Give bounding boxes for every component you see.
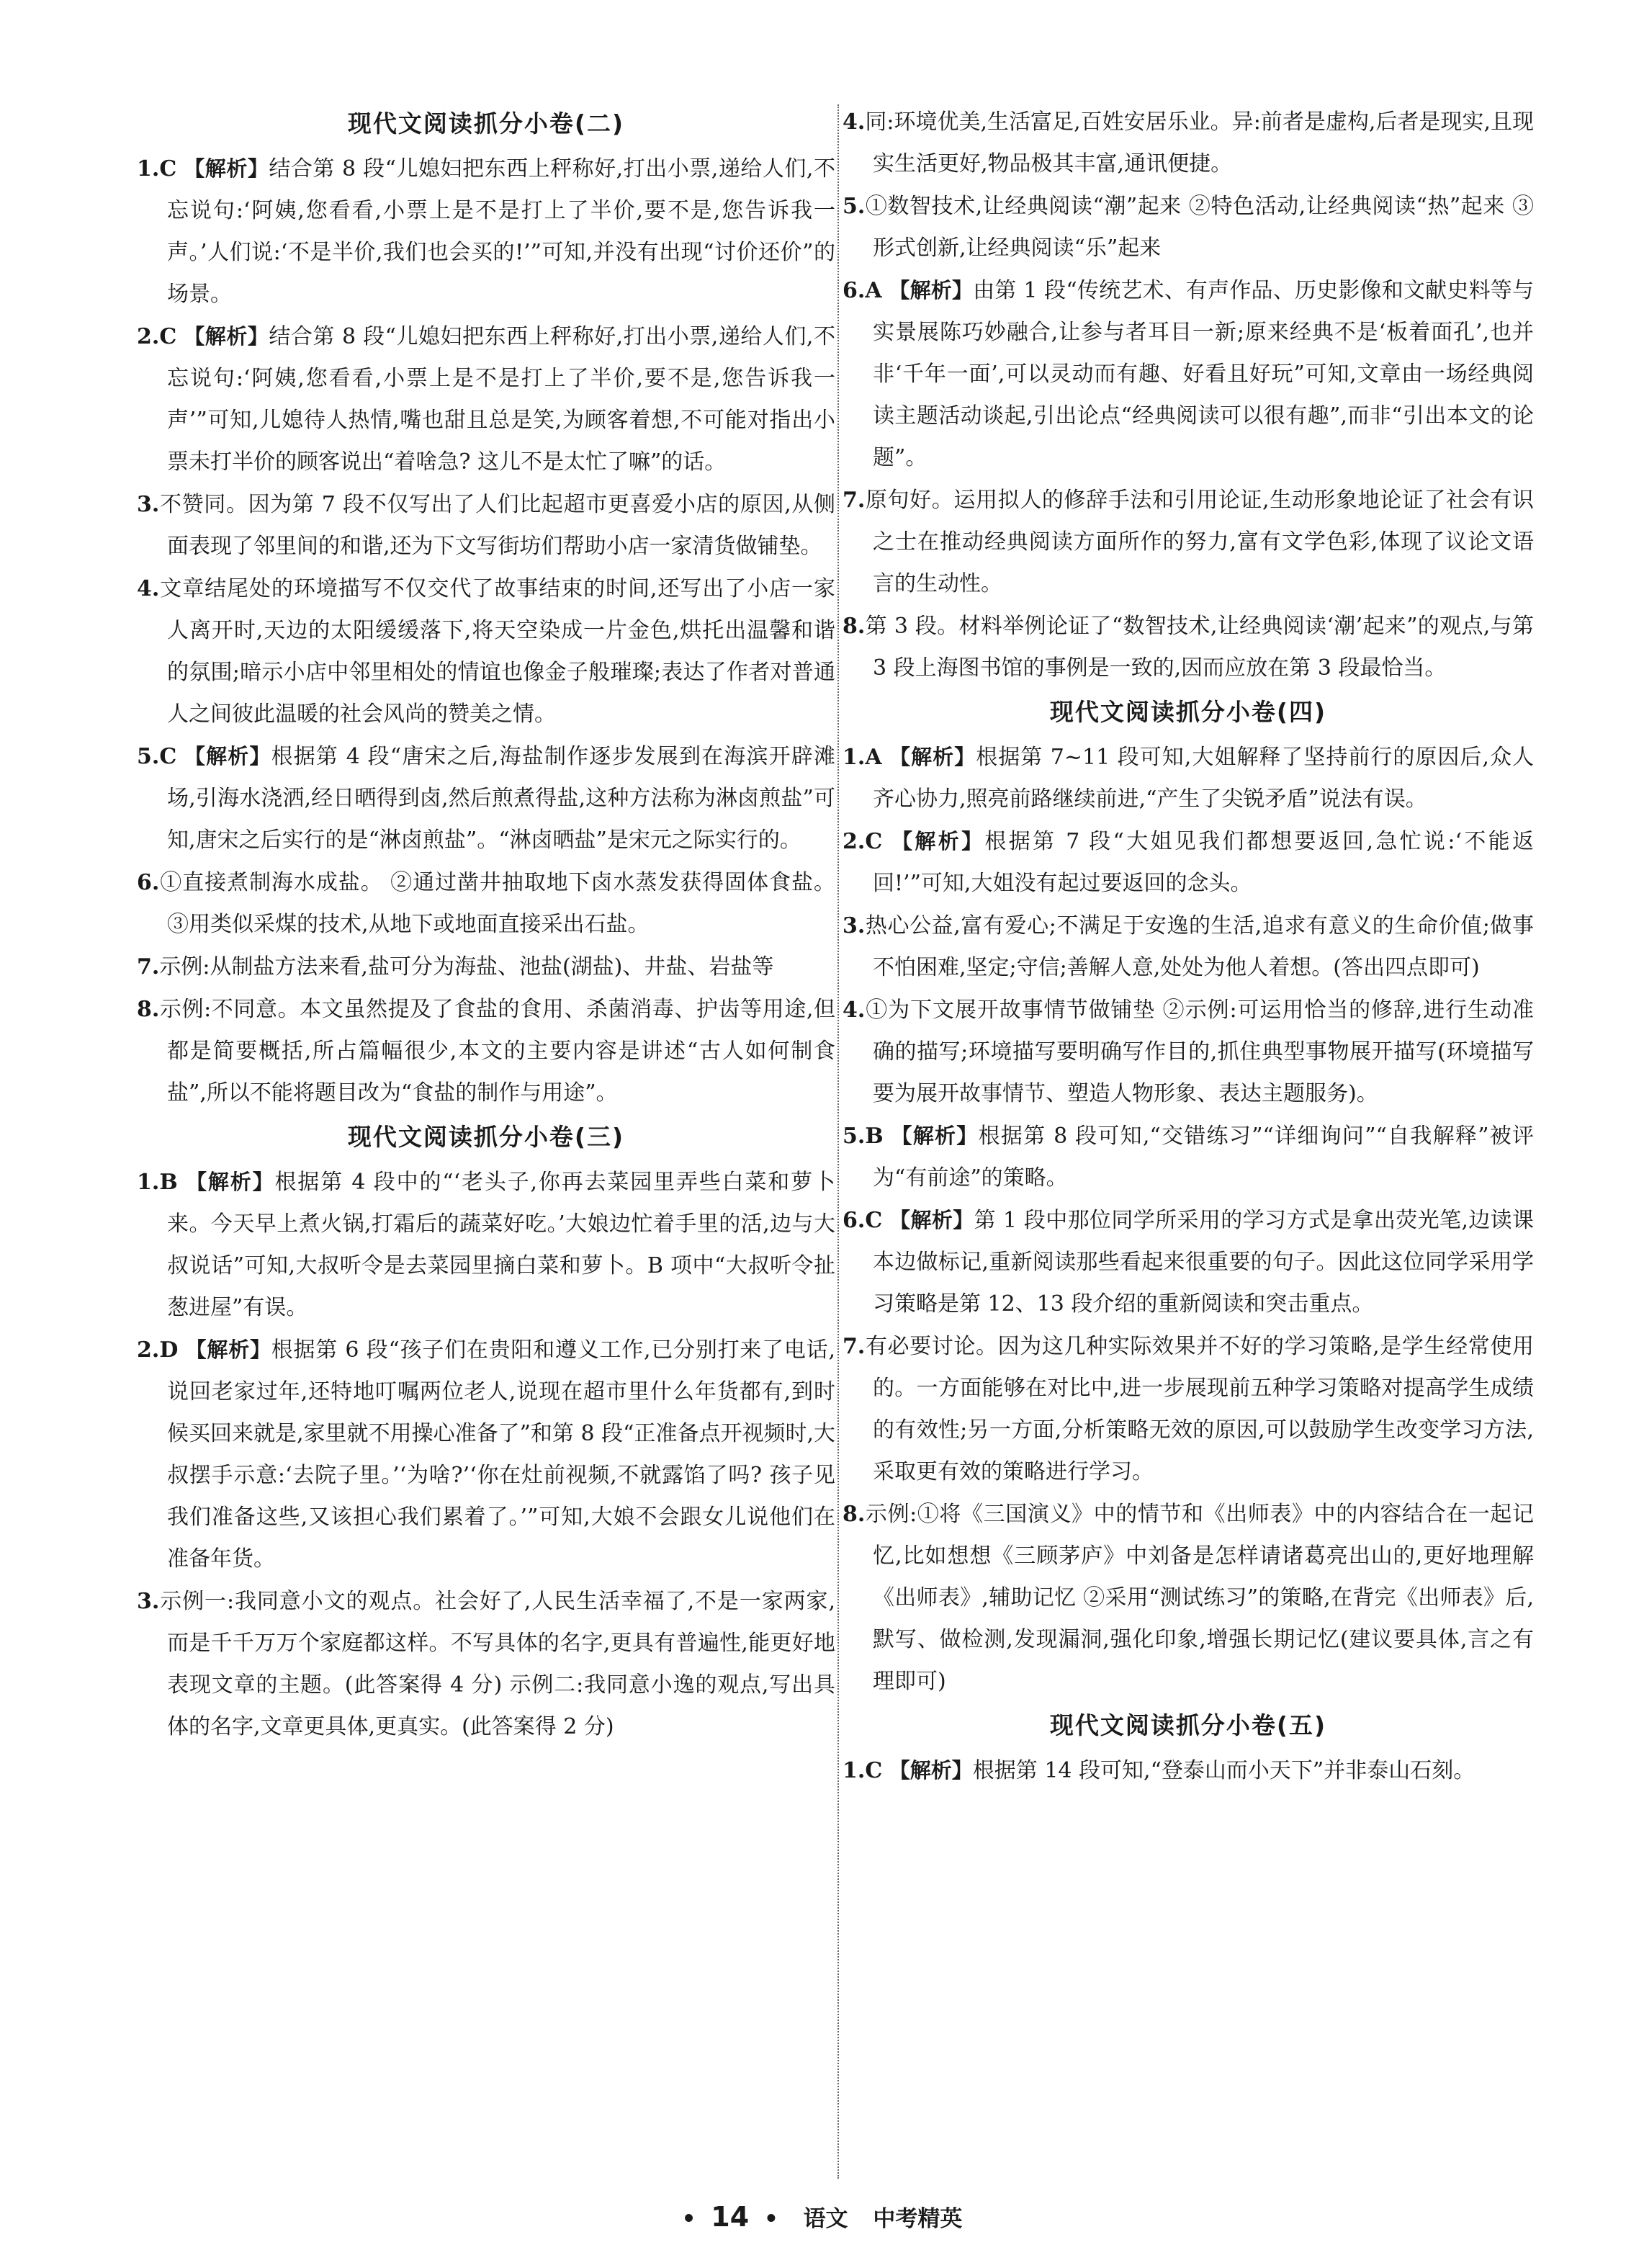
question-number: 7. <box>137 954 160 980</box>
book-title: 中考精英 <box>873 2206 963 2232</box>
answer-item <box>843 269 1534 479</box>
question-number: 6. <box>137 870 160 895</box>
answer-text: 结合第 8 段“儿媳妇把东西上秤称好,打出小票,递给人们,不忘说句:‘阿姨,您看看,小票上是不是打上了半价,要不是,您告诉我一声。’人们说:‘不是半价,我们也会买的!’”可知,并没有出现“讨价还价”的场景。 <box>167 156 835 307</box>
section-heading: 现代文阅读抓分小卷(三) <box>347 1123 625 1151</box>
question-number: 5. <box>137 744 160 769</box>
answer-item <box>843 1199 1534 1325</box>
answer-item <box>137 1161 835 1329</box>
answer-item <box>137 861 835 946</box>
answer-text: 第 1 段中那位同学所采用的学习方式是拿出荧光笔,边读课本边做标记,重新阅读那些看起来很重要的句子。因此这位同学采用学习策略是第 12、13 段介绍的重新阅读和突击重点。 <box>873 1208 1534 1317</box>
answer-item <box>137 988 835 1114</box>
bullet-left: • <box>681 2206 696 2232</box>
question-number: 2. <box>137 324 160 349</box>
answer-text: 示例:不同意。本文虽然提及了食盐的食用、杀菌消毒、护齿等用途,但都是简要概括,所占篇幅很少,本文的主要内容是讲述“古人如何制食盐”,所以不能将题目改为“食盐的制作与用途”。 <box>159 997 835 1106</box>
question-number: 6. <box>843 1208 866 1233</box>
answer-item <box>843 1115 1534 1199</box>
section-heading: 现代文阅读抓分小卷(四) <box>1049 698 1327 726</box>
column-divider <box>837 104 839 2179</box>
answer-item <box>137 483 835 568</box>
answer-letter: C <box>159 156 177 181</box>
question-number: 5. <box>843 1124 866 1149</box>
answer-item <box>843 479 1534 605</box>
analysis-tag: 【解析】 <box>184 744 271 768</box>
answer-text: 根据第 4 段中的“‘老头子,你再去菜园里弄些白菜和萝卜来。今天早上煮火锅,打霜后的蔬菜好吃。’大娘边忙着手里的活,边与大叔说话”可知,大叔听令是去菜园里摘白菜和萝卜。B 项中“大叔听令扯葱进屋”有误。 <box>167 1170 835 1320</box>
answer-text: 有必要讨论。因为这几种实际效果并不好的学习策略,是学生经常使用的。一方面能够在对比中,进一步展现前五种学习策略对提高学生成绩的有效性;另一方面,分析策略无效的原因,可以鼓励学生改变学习方法,采取更有效的策略进行学习。 <box>865 1334 1534 1484</box>
question-number: 3. <box>137 1589 160 1614</box>
analysis-tag: 【解析】 <box>891 1124 979 1148</box>
analysis-tag: 【解析】 <box>889 1758 973 1783</box>
answer-item <box>137 1580 835 1748</box>
answer-letter: D <box>159 1337 179 1363</box>
analysis-tag: 【解析】 <box>889 278 974 302</box>
answer-text: 由第 1 段“传统艺术、有声作品、历史影像和文献史料等与实景展陈巧妙融合,让参与者耳目一新;原来经典不是‘板着面孔’,也并非‘千年一面’,可以灵动而有趣、好看且好玩”可知,文章由一场经典阅读主题活动谈起,引出论点“经典阅读可以很有趣”,而非“引出本文的论题”。 <box>873 278 1534 470</box>
answer-text: 根据第 4 段“唐宋之后,海盐制作逐步发展到在海滨开辟滩场,引海水浇洒,经日晒得到卤,然后煎煮得盐,这种方法称为淋卤煎盐”可知,唐宋之后实行的是“淋卤煎盐”。“淋卤晒盐”是宋元之际实行的。 <box>167 744 835 853</box>
answer-item <box>843 1749 1534 1792</box>
question-number: 4. <box>137 576 160 601</box>
analysis-tag: 【解析】 <box>185 1337 271 1362</box>
question-number: 1. <box>137 1170 160 1195</box>
answer-item <box>843 989 1534 1115</box>
question-number: 7. <box>843 1334 866 1359</box>
question-number: 2. <box>843 829 866 854</box>
analysis-tag: 【解析】 <box>889 1208 974 1232</box>
answer-text: 热心公益,富有爱心;不满足于安逸的生活,追求有意义的生命价值;做事不怕困难,坚定;守信;善解人意,处处为他人着想。(答出四点即可) <box>865 913 1534 980</box>
question-number: 3. <box>843 913 866 938</box>
question-number: 1. <box>843 745 866 770</box>
answer-letter: A <box>865 278 882 303</box>
answer-item <box>137 148 835 315</box>
answer-letter: C <box>159 744 177 769</box>
answer-text: 示例:①将《三国演义》中的情节和《出师表》中的内容结合在一起记忆,比如想想《三顾茅庐》中刘备是怎样请诸葛亮出山的,更好地理解《出师表》,辅助记忆 ②采用“测试练习”的策略,在背完《出师表》后,默写、做检测,发现漏洞,强化印象,增强长期记忆(建议要具体,言之有理即可) <box>865 1502 1534 1694</box>
answer-text: ①直接煮制海水成盐。 ②通过凿井抽取地下卤水蒸发获得固体食盐。 ③用类似采煤的技术,从地下或地面直接采出石盐。 <box>159 870 835 937</box>
question-number: 2. <box>137 1337 160 1363</box>
answer-text: ①为下文展开故事情节做铺垫 ②示例:可运用恰当的修辞,进行生动准确的描写;环境描写要明确写作目的,抓住典型事物展开描写(环境描写要为展开故事情节、塑造人物形象、表达主题服务)。 <box>865 998 1534 1106</box>
right-column <box>843 101 1534 2146</box>
answer-item <box>843 101 1534 185</box>
subject-label: 语文 <box>803 2206 848 2232</box>
answer-item <box>843 905 1534 989</box>
answer-letter: B <box>865 1124 884 1149</box>
answer-item <box>137 315 835 483</box>
answer-item <box>843 1493 1534 1703</box>
answer-item <box>843 1325 1534 1493</box>
answer-text: 示例一:我同意小文的观点。社会好了,人民生活幸福了,不是一家两家,而是千千万万个家庭都这样。不写具体的名字,更具有普遍性,能更好地表现文章的主题。(此答案得 4 分) 示例二:我同意小逸的观点,写出具体的名字,文章更具体,更真实。(此答案得 2 分) <box>159 1589 835 1739</box>
answer-item <box>137 735 835 861</box>
answer-text: 不赞同。因为第 7 段不仅写出了人们比起超市更喜爱小店的原因,从侧面表现了邻里间的和谐,还为下文写街坊们帮助小店一家清货做铺垫。 <box>159 492 835 559</box>
question-number: 1. <box>843 1758 866 1783</box>
question-number: 3. <box>137 492 160 517</box>
answer-letter: C <box>865 1758 883 1783</box>
answer-text: 根据第 14 段可知,“登泰山而小天下”并非泰山石刻。 <box>972 1758 1475 1783</box>
answer-letter: B <box>159 1170 178 1195</box>
answer-text: 根据第 7~11 段可知,大姐解释了坚持前行的原因后,众人齐心协力,照亮前路继续前进,“产生了尖锐矛盾”说法有误。 <box>873 745 1534 812</box>
answer-text: 根据第 6 段“孩子们在贵阳和遵义工作,已分别打来了电话,说回老家过年,还特地叮嘱两位老人,说现在超市里什么年货都有,到时候买回来就是,家里就不用操心准备了”和第 8 段“正准备点开视频时,大叔摆手示意:‘去院子里。’‘为啥?’‘你在灶前视频,不就露馅了吗? 孩子见我们准备这些,又该担心我们累着了。’”可知,大娘不会跟女儿说他们在准备年货。 <box>167 1337 835 1572</box>
section-heading: 现代文阅读抓分小卷(二) <box>347 109 625 138</box>
answer-text: 文章结尾处的环境描写不仅交代了故事结束的时间,还写出了小店一家人离开时,天边的太阳缓缓落下,将天空染成一片金色,烘托出温馨和谐的氛围;暗示小店中邻里相处的情谊也像金子般璀璨;表达了作者对普通人之间彼此温暖的社会风尚的赞美之情。 <box>159 576 835 727</box>
analysis-tag: 【解析】 <box>184 156 269 181</box>
question-number: 8. <box>137 997 160 1022</box>
analysis-tag: 【解析】 <box>891 829 985 853</box>
answer-text: 根据第 7 段“大姐见我们都想要返回,急忙说:‘不能返回!’”可知,大姐没有起过要返回的念头。 <box>873 829 1534 896</box>
analysis-tag: 【解析】 <box>889 745 976 769</box>
answer-item <box>843 185 1534 269</box>
analysis-tag: 【解析】 <box>186 1170 275 1194</box>
answer-letter: C <box>159 324 177 349</box>
question-number: 4. <box>843 998 866 1023</box>
question-number: 4. <box>843 109 866 135</box>
answer-text: ①数智技术,让经典阅读“潮”起来 ②特色活动,让经典阅读“热”起来 ③形式创新,让经典阅读“乐”起来 <box>865 194 1534 261</box>
question-number: 8. <box>843 614 866 639</box>
question-number: 1. <box>137 156 160 181</box>
page-footer <box>0 2200 1644 2233</box>
answer-text: 结合第 8 段“儿媳妇把东西上秤称好,打出小票,递给人们,不忘说句:‘阿姨,您看看,小票上是不是打上了半价,要不是,您告诉我一声’”可知,儿媳待人热情,嘴也甜且总是笑,为顾客着想,不可能对指出小票未打半价的顾客说出“着啥急? 这儿不是太忙了嘛”的话。 <box>167 324 835 475</box>
answer-item <box>137 1329 835 1580</box>
answer-letter: A <box>865 745 882 770</box>
bullet-right: • <box>763 2206 778 2232</box>
question-number: 6. <box>843 278 866 303</box>
section-heading: 现代文阅读抓分小卷(五) <box>1049 1711 1327 1739</box>
answer-item <box>137 946 835 988</box>
question-number: 8. <box>843 1502 866 1527</box>
answer-item <box>843 605 1534 689</box>
answer-text: 示例:从制盐方法来看,盐可分为海盐、池盐(湖盐)、井盐、岩盐等 <box>159 954 774 980</box>
answer-item <box>843 820 1534 905</box>
answer-item <box>137 568 835 735</box>
question-number: 5. <box>843 194 866 219</box>
answer-item <box>843 736 1534 820</box>
question-number: 7. <box>843 488 866 513</box>
answer-letter: C <box>865 829 883 854</box>
answer-text: 同:环境优美,生活富足,百姓安居乐业。异:前者是虚构,后者是现实,且现实生活更好,物品极其丰富,通讯便捷。 <box>865 109 1534 176</box>
answer-text: 第 3 段。材料举例论证了“数智技术,让经典阅读‘潮’起来”的观点,与第 3 段上海图书馆的事例是一致的,因而应放在第 3 段最恰当。 <box>865 614 1534 681</box>
answer-text: 根据第 8 段可知,“交错练习”“详细询问”“自我解释”被评为“有前途”的策略。 <box>873 1124 1534 1191</box>
page-number: 14 <box>711 2201 750 2233</box>
answer-letter: C <box>865 1208 883 1233</box>
left-column <box>137 101 835 2146</box>
answer-text: 原句好。运用拟人的修辞手法和引用论证,生动形象地论证了社会有识之士在推动经典阅读方面所作的努力,富有文学色彩,体现了议论文语言的生动性。 <box>865 488 1534 596</box>
analysis-tag: 【解析】 <box>184 324 269 349</box>
